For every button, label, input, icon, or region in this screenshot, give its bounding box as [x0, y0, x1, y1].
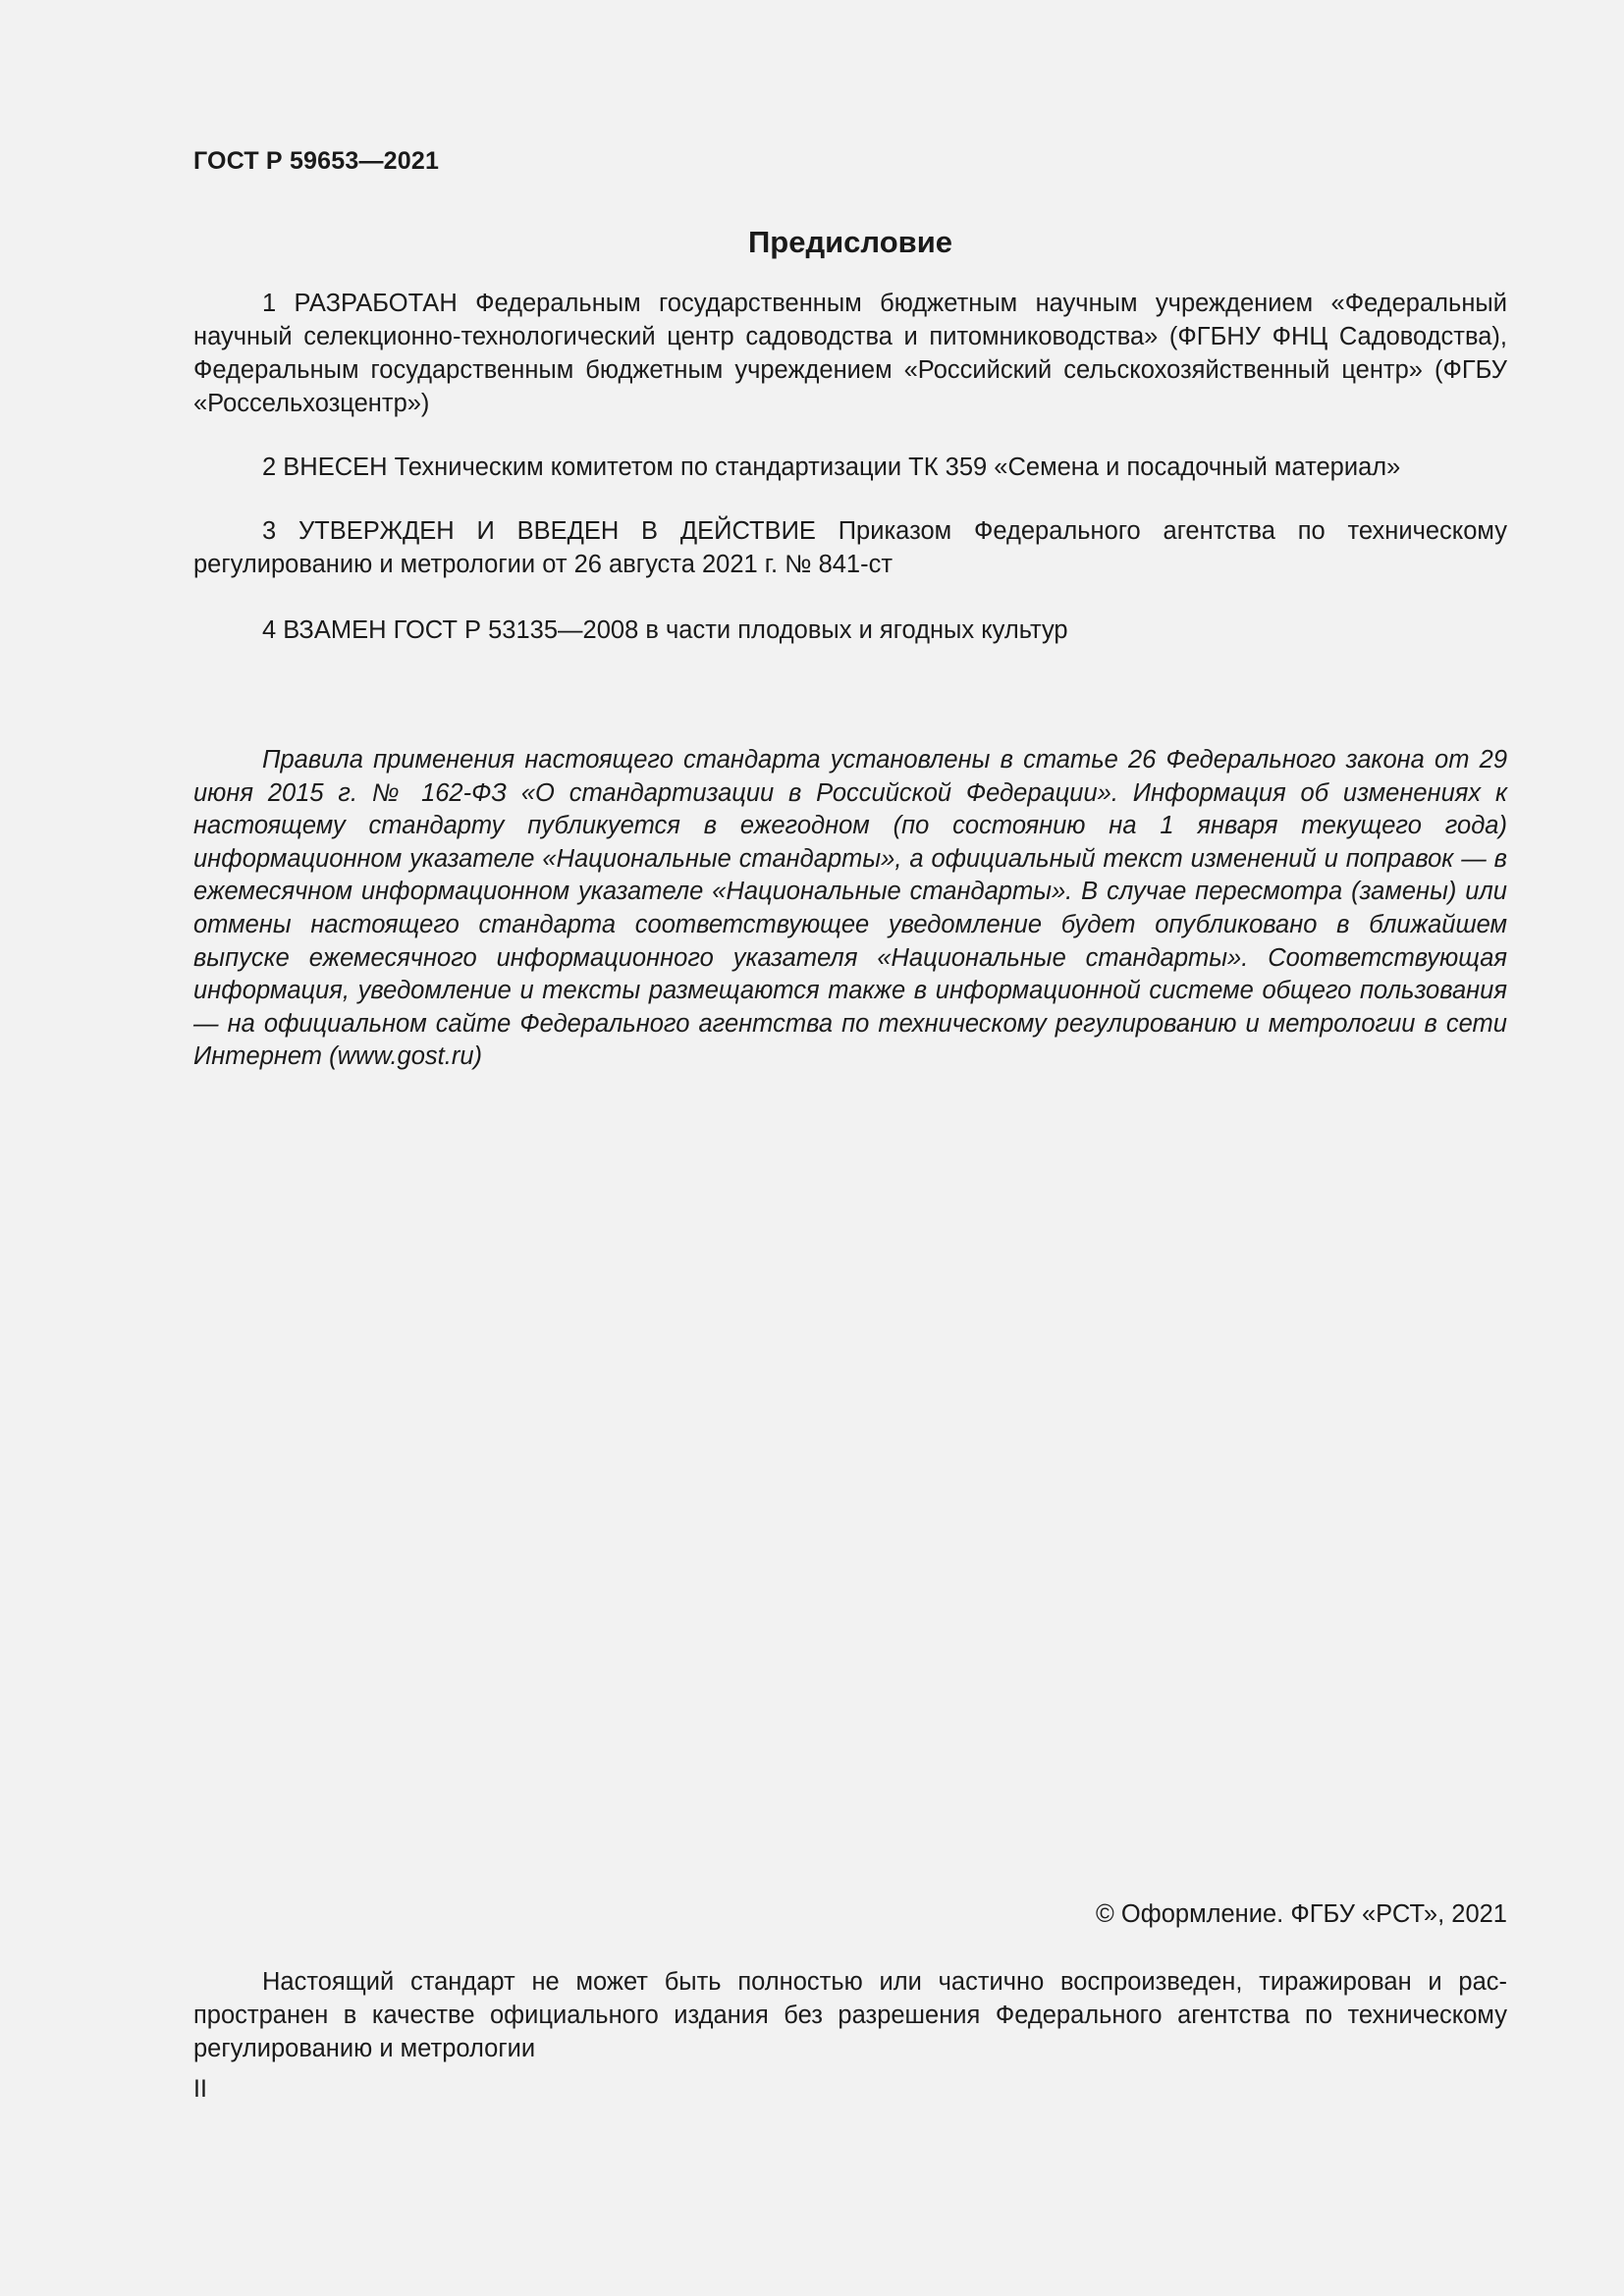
foreword-paragraph-1: 1 РАЗРАБОТАН Федеральным государственным бюджетным научным учреждением «Федеральный научный селекционно-технологический центр садоводства и питомниководства» (ФГБНУ ФНЦ Садоводства), Федеральным государственным бюджетным учреждением «Российский сельскохозяйственный центр» (ФГБУ «Россельхозцентр»): [193, 290, 1507, 417]
rules-note-paragraph: Правила применения настоящего стандарта установлены в статье 26 Федерального закона от 29 июня 2015 г. № 162-ФЗ «О стандартизации в Российской Федерации». Информация об изменениях к настоящему стандарту публикуется в ежегодном (по состоянию на 1 января текущего года) информационном указателе «Национальные стандарты», а официальный текст изменений и поправок — в ежемесячном информационном указателе «Национальные стандарты». В случае пересмотра (замены) или отмены настоящего стандарта соответствующее уведомление будет опубликовано в ближайшем выпуске ежемесячного информационного указателя «Национальные стандарты». Соответствующая информация, уведомление и тексты размещаются также в информационной системе общего пользования — на официальном сайте Федерального агентства по техническому регулированию и метрологии в сети Интернет (www.gost.ru): [193, 746, 1507, 1071]
page-number: II: [193, 2075, 207, 2103]
foreword-paragraph-4: 4 ВЗАМЕН ГОСТ Р 53135—2008 в части плодовых и ягодных культур: [262, 616, 1068, 644]
foreword-paragraph-2: 2 ВНЕСЕН Техническим комитетом по стандартизации ТК 359 «Семена и посадочный материал»: [262, 454, 1401, 481]
foreword-paragraph-3: 3 УТВЕРЖДЕН И ВВЕДЕН В ДЕЙСТВИЕ Приказом Федерального агентства по техническому регулированию и метрологии от 26 августа 2021 г. № 841-ст: [193, 517, 1507, 578]
reproduction-notice: Настоящий стандарт не может быть полностью или частично воспроизведен, тиражирован и распространен в качестве официального издания без разрешения Федерального агентства по техническому регулированию и метрологии: [193, 1968, 1507, 2062]
page-title: Предисловие: [747, 225, 952, 259]
copyright-line: © Оформление. ФГБУ «РСТ», 2021: [1096, 1900, 1507, 1928]
document-code: ГОСТ Р 59653—2021: [193, 147, 440, 175]
